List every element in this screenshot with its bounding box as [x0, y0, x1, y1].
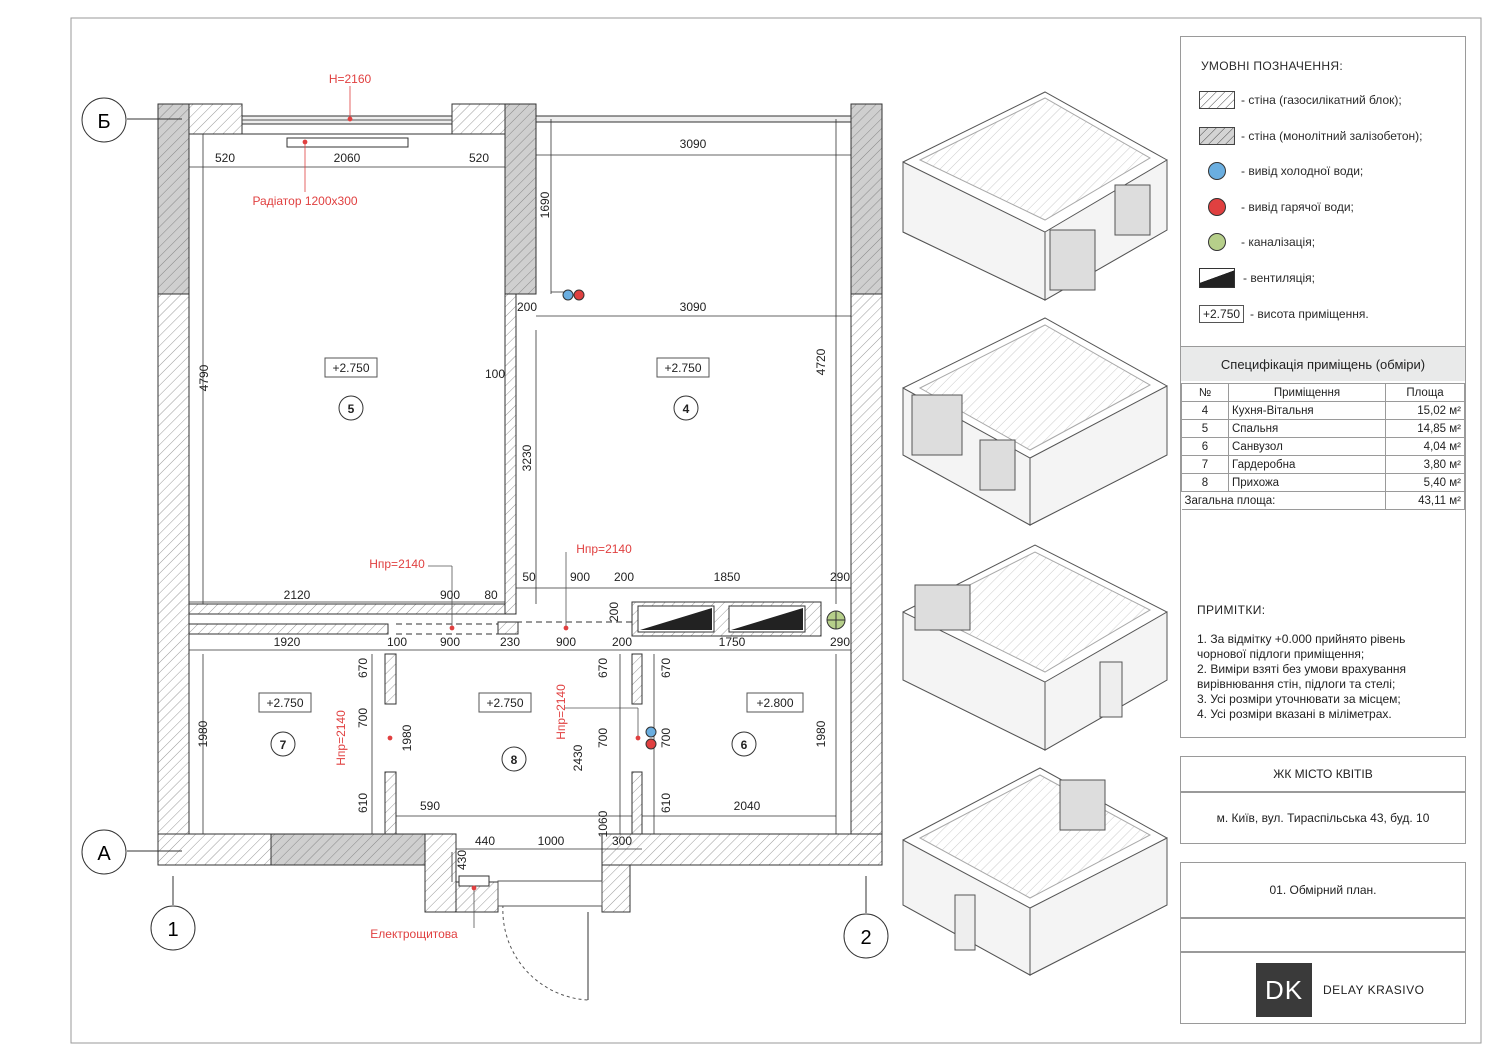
- dim-1980-c: 1980: [814, 720, 828, 748]
- dim-3090-mid: 3090: [679, 300, 707, 314]
- spec-header-row: [1182, 384, 1465, 402]
- project-address: м. Київ, вул. Тираспільська 43, буд. 10: [1216, 811, 1430, 825]
- cold-water-outlet: [563, 290, 573, 300]
- spec-total-value: 43,11 м²: [1386, 492, 1465, 510]
- project-name-box: [1180, 756, 1466, 792]
- hot-water-outlet-bath: [646, 739, 656, 749]
- dim-670-b: 670: [596, 657, 610, 679]
- notes: [1197, 603, 1457, 722]
- isometric-view-2: [903, 318, 1167, 525]
- room-markers: [259, 358, 803, 771]
- spec-cell-room: Спальня: [1229, 420, 1386, 438]
- gas-block-wall-swatch: [1199, 91, 1235, 109]
- legend-title: УМОВНІ ПОЗНАЧЕННЯ:: [1201, 59, 1343, 73]
- dim-4790: 4790: [197, 364, 211, 392]
- legend-item-hot-water: [1199, 196, 1354, 218]
- legend-label-room-height: - висота приміщення.: [1250, 307, 1369, 321]
- notes-list: [1197, 632, 1457, 722]
- dim-610-a: 610: [356, 792, 370, 814]
- door-height-label-2: Hпр=2140: [576, 542, 632, 556]
- dim-700-b: 700: [596, 727, 610, 749]
- spec-cell-num: 5: [1182, 420, 1229, 438]
- dim-290-b: 290: [829, 635, 851, 649]
- axis-label-a: А: [97, 843, 111, 865]
- brand-name: DELAY KRASIVO: [1323, 983, 1425, 997]
- spec-cell-num: 4: [1182, 402, 1229, 420]
- room-8-height: +2.750: [486, 696, 524, 710]
- dim-440: 440: [474, 834, 496, 848]
- table-row: [1182, 438, 1465, 456]
- dim-200-a: 200: [516, 300, 538, 314]
- spec-cell-num: 7: [1182, 456, 1229, 474]
- spec-cell-area: 3,80 м²: [1386, 456, 1465, 474]
- legend-item-sewer: [1199, 231, 1315, 253]
- table-row: [1182, 456, 1465, 474]
- spec-cell-num: 6: [1182, 438, 1229, 456]
- spec-cell-room: Санвузол: [1229, 438, 1386, 456]
- hot-water-icon: [1208, 198, 1226, 216]
- legend-label-concrete: - стіна (монолітний залізобетон);: [1241, 129, 1423, 143]
- note-item: 4. Усі розміри вказані в міліметрах.: [1197, 707, 1392, 721]
- room-5-number: 5: [347, 402, 355, 416]
- legend-label-hot-water: - вивід гарячої води;: [1241, 200, 1354, 214]
- annotations: [252, 72, 635, 941]
- dim-300: 300: [611, 834, 633, 848]
- axis-label-b: Б: [97, 111, 111, 133]
- spec-cell-num: 8: [1182, 474, 1229, 492]
- spec-cell-area: 15,02 м²: [1386, 402, 1465, 420]
- dim-80: 80: [484, 588, 498, 602]
- dim-520-right: 520: [468, 151, 490, 165]
- spec-col-num: №: [1182, 384, 1229, 402]
- spec-table: [1181, 383, 1465, 510]
- note-item: 3. Усі розміри уточнювати за місцем;: [1197, 692, 1401, 706]
- dim-670-c: 670: [659, 657, 673, 679]
- room-4-number: 4: [682, 402, 690, 416]
- cold-water-icon: [1208, 162, 1226, 180]
- dim-290-a: 290: [829, 570, 851, 584]
- dim-590: 590: [419, 799, 441, 813]
- spec-cell-room: Прихожа: [1229, 474, 1386, 492]
- blank-box: [1180, 918, 1466, 952]
- spec-title: Специфікація приміщень (обміри): [1181, 347, 1465, 381]
- dim-1060: 1060: [596, 810, 610, 838]
- dim-1000: 1000: [537, 834, 565, 848]
- radiator-label: Радіатор 1200х300: [252, 194, 358, 208]
- dim-3230: 3230: [520, 444, 534, 472]
- isometric-view-4: [903, 768, 1167, 975]
- note-item: 1. За відмітку +0.000 прийнято рівень чорнової підлоги приміщення;: [1197, 632, 1406, 661]
- legend-item-room-height: [1199, 303, 1369, 325]
- dim-1690: 1690: [538, 191, 552, 219]
- door-height-label-4: Hпр=2140: [554, 684, 568, 740]
- room-height-sample: +2.750: [1199, 305, 1244, 323]
- isometric-view-1: [903, 92, 1167, 300]
- grid-lines: [127, 119, 866, 913]
- sheet-name-box: [1180, 862, 1466, 918]
- ventilation-ducts: [632, 602, 821, 636]
- legend-label-cold-water: - вивід холодної води;: [1241, 164, 1364, 178]
- room-8-number: 8: [510, 753, 518, 767]
- legend-item-ventilation: [1199, 267, 1315, 289]
- dim-2040: 2040: [733, 799, 761, 813]
- brand-logo: DK: [1256, 963, 1312, 1017]
- axis-label-1: 1: [167, 919, 179, 941]
- dim-200-c: 200: [607, 601, 621, 623]
- annotation-leaders: [303, 86, 640, 928]
- room-7-number: 7: [279, 738, 287, 752]
- spec-panel: [1180, 346, 1466, 738]
- notes-title: ПРИМІТКИ:: [1197, 603, 1266, 617]
- room-4-height: +2.750: [664, 361, 702, 375]
- door-height-label-1: Hпр=2140: [369, 557, 425, 571]
- electrical-panel-label: Електрощитова: [370, 927, 458, 941]
- spec-total-row: [1182, 492, 1465, 510]
- entry-threshold: [498, 881, 602, 906]
- window-height-label: H=2160: [328, 72, 372, 86]
- dim-1980-b: 1980: [400, 724, 414, 752]
- cold-water-outlet-bath: [646, 727, 656, 737]
- dim-1920: 1920: [273, 635, 301, 649]
- isometric-view-3: [903, 545, 1167, 750]
- dim-100-a: 100: [484, 367, 506, 381]
- table-row: [1182, 474, 1465, 492]
- dim-2060: 2060: [333, 151, 361, 165]
- spec-total-label: Загальна площа:: [1182, 492, 1386, 510]
- dim-610-b: 610: [659, 792, 673, 814]
- room-7-height: +2.750: [266, 696, 304, 710]
- dim-100-b: 100: [386, 635, 408, 649]
- project-name: ЖК МІСТО КВІТІВ: [1273, 767, 1373, 781]
- room-6-number: 6: [740, 738, 748, 752]
- walls: [158, 104, 882, 912]
- dim-200-b: 200: [613, 570, 635, 584]
- legend-panel: [1180, 36, 1466, 346]
- legend-item-gas-block-wall: [1199, 89, 1402, 111]
- dim-430: 430: [455, 849, 469, 871]
- legend-label-gas-block: - стіна (газосилікатний блок);: [1241, 93, 1402, 107]
- dim-4720: 4720: [814, 348, 828, 376]
- dim-700-a: 700: [356, 707, 370, 729]
- note-item: 2. Виміри взяті без умови врахування вирівнювання стін, підлоги та стелі;: [1197, 662, 1406, 691]
- dim-1980-a: 1980: [196, 720, 210, 748]
- sheet-name: 01. Обмірний план.: [1269, 883, 1377, 897]
- spec-cell-room: Гардеробна: [1229, 456, 1386, 474]
- dim-200-d: 200: [611, 635, 633, 649]
- dim-900-d: 900: [555, 635, 577, 649]
- axis-label-2: 2: [860, 927, 872, 949]
- concrete-wall-swatch: [1199, 127, 1235, 145]
- room-6-height: +2.800: [756, 696, 794, 710]
- dim-50: 50: [522, 570, 536, 584]
- dim-3090-top: 3090: [679, 137, 707, 151]
- dim-900-c: 900: [439, 635, 461, 649]
- spec-cell-area: 14,85 м²: [1386, 420, 1465, 438]
- dim-2430: 2430: [571, 744, 585, 772]
- dim-230: 230: [499, 635, 521, 649]
- dim-700-c: 700: [659, 727, 673, 749]
- ventilation-icon: [1199, 268, 1235, 288]
- dim-900-b: 900: [569, 570, 591, 584]
- dim-900-a: 900: [439, 588, 461, 602]
- legend-item-concrete-wall: [1199, 125, 1423, 147]
- spec-cell-room: Кухня-Вітальня: [1229, 402, 1386, 420]
- windows: [242, 116, 851, 147]
- dim-520-left: 520: [214, 151, 236, 165]
- door-height-label-3: Hпр=2140: [334, 710, 348, 766]
- dim-2120: 2120: [283, 588, 311, 602]
- spec-cell-area: 5,40 м²: [1386, 474, 1465, 492]
- hot-water-outlet: [574, 290, 584, 300]
- spec-col-area: Площа: [1386, 384, 1465, 402]
- entry-door-swing: [503, 905, 588, 1000]
- room-5-height: +2.750: [332, 361, 370, 375]
- spec-cell-area: 4,04 м²: [1386, 438, 1465, 456]
- dim-670-a: 670: [356, 657, 370, 679]
- dim-1850: 1850: [713, 570, 741, 584]
- electrical-panel: [459, 876, 489, 886]
- table-row: [1182, 420, 1465, 438]
- legend-item-cold-water: [1199, 160, 1363, 182]
- legend-label-ventilation: - вентиляція;: [1243, 271, 1315, 285]
- dim-1750: 1750: [718, 635, 746, 649]
- table-row: [1182, 402, 1465, 420]
- address-box: [1180, 792, 1466, 844]
- spec-col-room: Приміщення: [1229, 384, 1386, 402]
- sewer-icon: [1208, 233, 1226, 251]
- brand-box: [1180, 952, 1466, 1024]
- legend-label-sewer: - каналізація;: [1241, 235, 1316, 249]
